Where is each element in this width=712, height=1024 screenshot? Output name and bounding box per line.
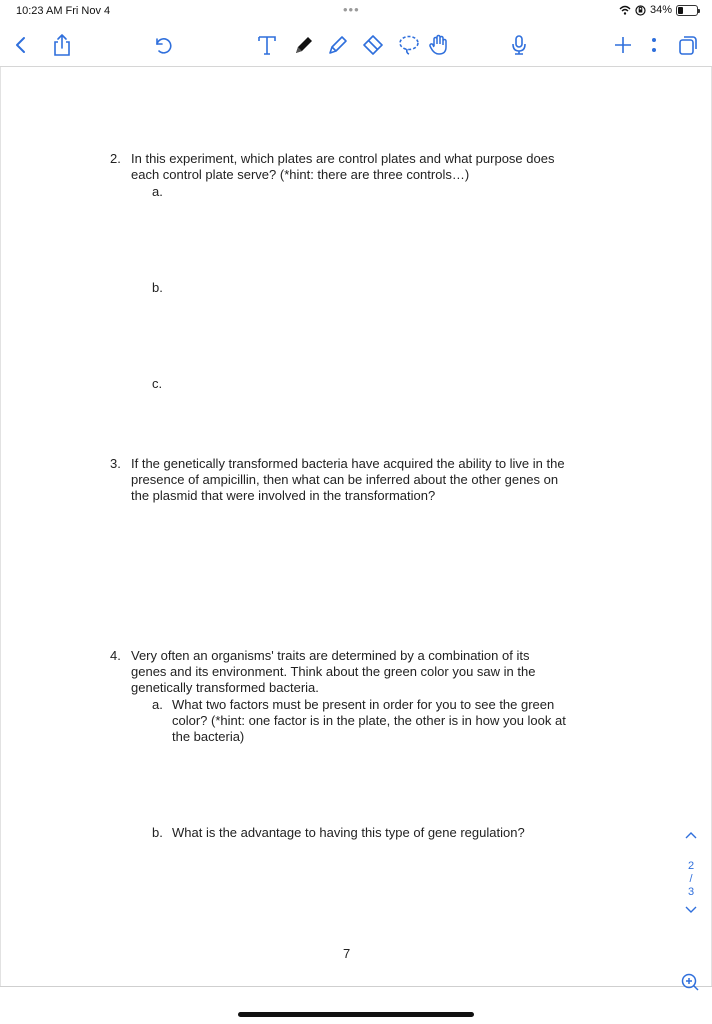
lasso-icon[interactable] — [396, 32, 422, 58]
question-4b — [152, 825, 612, 843]
share-icon[interactable] — [50, 32, 74, 58]
question-line: What is the advantage to having this type of gene regulation? — [172, 825, 525, 840]
eraser-icon[interactable] — [360, 32, 386, 58]
question-4a — [152, 697, 612, 747]
question-line: the plasmid that were involved in the transformation? — [131, 488, 436, 503]
question-number: 2. — [110, 151, 121, 166]
page-edge-left — [0, 67, 1, 987]
status-bar — [0, 0, 712, 22]
pager-separator: / — [689, 873, 693, 885]
question-line: color? (*hint: one factor is in the plate, the other is in how you look at — [172, 713, 566, 728]
undo-icon[interactable] — [152, 32, 174, 58]
answer-label-b: b. — [152, 280, 163, 295]
question-text — [131, 648, 535, 696]
question-text — [131, 151, 554, 183]
page-up-icon[interactable] — [680, 830, 702, 848]
zoom-in-icon[interactable] — [680, 972, 700, 997]
pages-icon[interactable] — [676, 32, 700, 58]
question-line: each control plate serve? (*hint: there are three controls…) — [131, 167, 470, 182]
document-page[interactable] — [0, 67, 712, 1024]
home-indicator[interactable] — [238, 1012, 474, 1017]
hand-icon[interactable] — [426, 32, 452, 58]
page-number: 7 — [343, 946, 351, 961]
answer-label-a: a. — [152, 184, 163, 199]
question-line: In this experiment, which plates are control plates and what purpose does — [131, 151, 555, 166]
sub-question-text — [172, 825, 525, 841]
multitask-dots-icon[interactable]: ••• — [343, 2, 360, 17]
pager-total: 3 — [687, 886, 695, 898]
question-line: Very often an organisms' traits are determined by a combination of its — [131, 648, 530, 663]
question-text — [131, 456, 565, 504]
add-icon[interactable] — [612, 32, 634, 58]
question-line: genetically transformed bacteria. — [131, 680, 319, 695]
question-number: 3. — [110, 456, 121, 471]
more-icon[interactable] — [645, 32, 663, 58]
back-icon[interactable] — [10, 32, 32, 58]
pager-current: 2 — [687, 860, 695, 872]
page-divider — [0, 986, 712, 987]
highlighter-icon[interactable] — [325, 32, 351, 58]
question-2 — [110, 151, 610, 185]
battery-icon — [676, 5, 698, 16]
page-down-icon[interactable] — [680, 905, 702, 923]
orientation-lock-icon — [635, 5, 646, 16]
question-line: genes and its environment. Think about the green color you saw in the — [131, 664, 536, 679]
question-line: If the genetically transformed bacteria have acquired the ability to live in the — [131, 456, 565, 471]
question-line: the bacteria) — [172, 729, 245, 744]
question-number: 4. — [110, 648, 121, 663]
page-navigator — [680, 830, 702, 923]
question-4 — [110, 648, 610, 698]
question-3 — [110, 456, 610, 506]
sub-question-number: a. — [152, 697, 163, 712]
microphone-icon[interactable] — [508, 32, 530, 58]
toolbar — [0, 24, 712, 67]
pen-icon[interactable] — [291, 32, 317, 58]
status-right — [619, 4, 698, 16]
question-line: What two factors must be present in order for you to see the green — [172, 697, 555, 712]
sub-question-text — [172, 697, 566, 745]
text-tool-icon[interactable] — [255, 32, 279, 58]
sub-question-number: b. — [152, 825, 163, 840]
status-time: 10:23 AM Fri Nov 4 — [16, 5, 111, 17]
answer-label-c: c. — [152, 376, 163, 391]
battery-percent: 34% — [649, 4, 672, 16]
question-line: presence of ampicillin, then what can be inferred about the other genes on — [131, 472, 559, 487]
wifi-icon — [619, 5, 631, 15]
